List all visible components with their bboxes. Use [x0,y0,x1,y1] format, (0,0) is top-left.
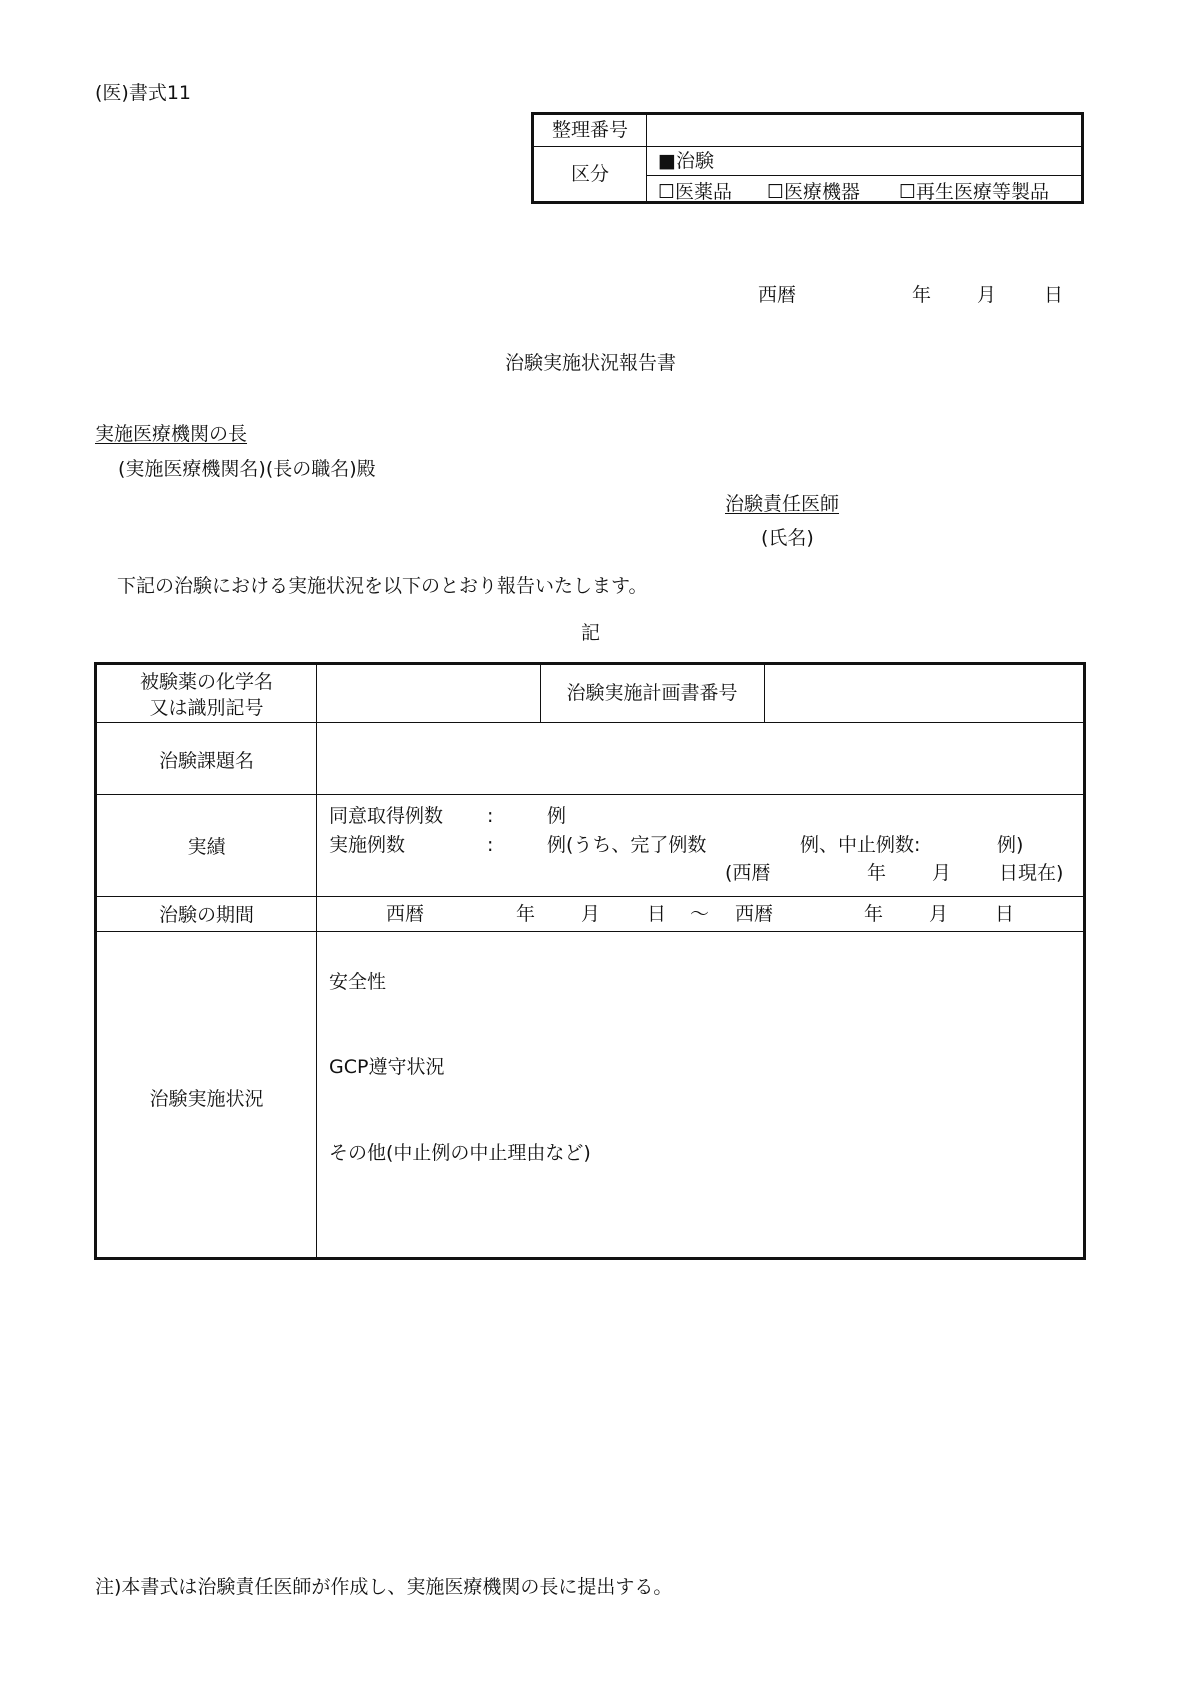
period-end-year: 年 [864,903,884,925]
asof-era: (西暦 [725,862,771,884]
date-year: 年 [912,284,932,306]
implemented-colon: : [487,834,494,856]
implemented-count-label: 実施例数 [329,834,406,856]
sender-name: (氏名) [761,527,814,549]
registration-box [531,112,1084,204]
asof-year: 年 [867,862,887,884]
subject-field[interactable] [318,723,1083,793]
form-code: (医)書式11 [95,82,192,104]
reg-number-label: 整理番号 [551,119,628,141]
other-heading: その他(中止例の中止理由など) [329,1142,591,1164]
footnote: 注)本書式は治験責任医師が作成し、実施医療機関の長に提出する。 [95,1576,673,1598]
status-label: 治験実施状況 [149,1088,264,1110]
drug-name-label: 被験薬の化学名 又は識別記号 [139,671,273,719]
period-end-era: 西暦 [735,903,774,925]
reg-number-field[interactable] [648,115,1081,145]
asof-month: 月 [932,862,952,884]
results-label: 実績 [187,836,226,858]
discontinued-count: 例、中止例数: [800,834,921,856]
category-regenerative-checkbox[interactable]: ☐再生医療等製品 [899,181,1050,203]
consent-count-label: 同意取得例数 [329,805,444,827]
protocol-number-label: 治験実施計画書番号 [566,682,738,704]
ki-marker: 記 [580,622,600,644]
consent-colon: : [487,805,494,827]
addressee-title: 実施医療機関の長 [95,423,248,445]
period-tilde: ～ [690,903,710,925]
consent-unit: 例 [547,805,567,827]
gcp-heading: GCP遵守状況 [329,1056,445,1078]
safety-heading: 安全性 [329,971,387,993]
period-start-year: 年 [516,903,536,925]
date-day: 日 [1044,284,1064,306]
document-title: 治験実施状況報告書 [504,352,676,374]
sender-title: 治験責任医師 [725,493,840,515]
period-end-month: 月 [929,903,949,925]
category-device-checkbox[interactable]: ☐医療機器 [767,181,861,203]
discontinued-unit: 例) [997,834,1024,856]
implemented-detail: 例(うち、完了例数 [547,834,707,856]
category-drug-checkbox[interactable]: ☐医薬品 [658,181,733,203]
asof-day: 日現在) [999,862,1064,884]
period-start-day: 日 [647,903,667,925]
category-label: 区分 [570,163,609,185]
period-start-month: 月 [581,903,601,925]
addressee-name: (実施医療機関名)(長の職名)殿 [118,458,376,480]
category-trial-checkbox[interactable]: ■治験 [658,150,714,172]
period-start-era: 西暦 [386,903,425,925]
period-label: 治験の期間 [158,904,254,926]
drug-name-field[interactable] [318,665,538,721]
report-table [94,662,1086,1260]
period-end-day: 日 [995,903,1015,925]
protocol-number-field[interactable] [766,665,1083,721]
subject-label: 治験課題名 [158,750,254,772]
date-month: 月 [977,284,997,306]
intro-text: 下記の治験における実施状況を以下のとおり報告いたします。 [117,575,648,597]
date-era: 西暦 [758,284,797,306]
